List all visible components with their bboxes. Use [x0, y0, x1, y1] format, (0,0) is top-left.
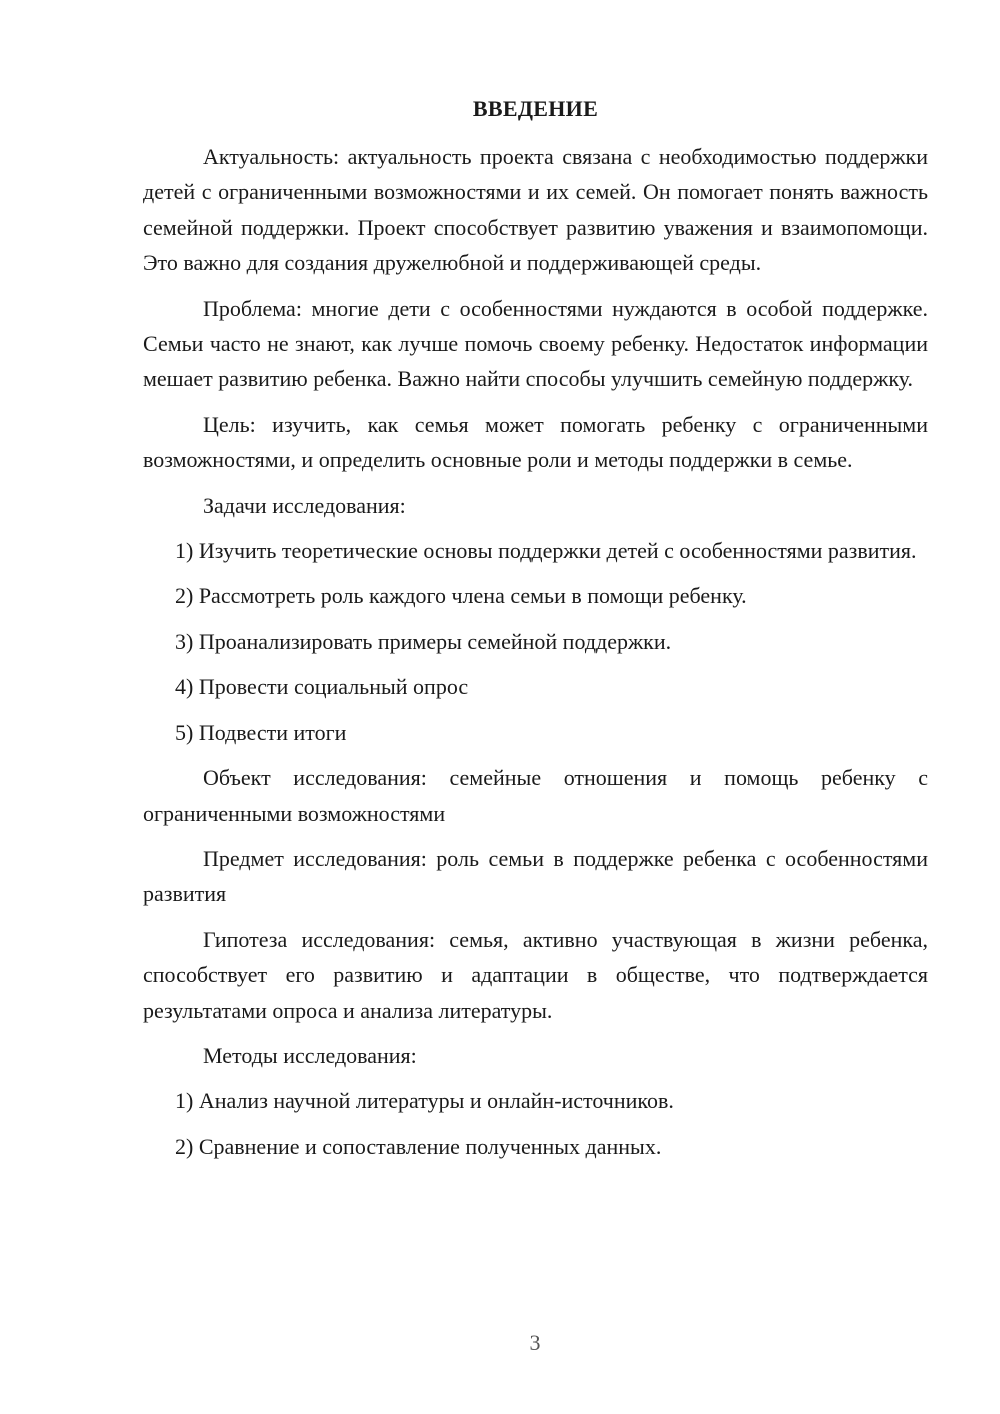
- methods-heading: Методы исследования:: [203, 1042, 417, 1068]
- subject-paragraph: Предмет исследования: роль семьи в поддержке ребенка с особенностями развития: [143, 845, 928, 907]
- object-paragraph: Объект исследования: семейные отношения и помощь ребенку с ограниченными возможностями: [143, 765, 928, 826]
- relevance-paragraph: Актуальность: актуальность проекта связана с необходимостью поддержки детей с ограниченными возможностями и их семей. Он помогает понять важность семейной поддержки. Проект способствует развитию уважения и взаимопомощи. Это важно для создания дружелюбной и поддерживающей среды.: [143, 144, 928, 276]
- list-item: 1) Анализ научной литературы и онлайн-источников.: [175, 1088, 674, 1114]
- goal-paragraph: Цель: изучить, как семья может помогать ребенку с ограниченными возможностями, и определить основные роли и методы поддержки в семье.: [143, 411, 928, 473]
- list-item: 2) Сравнение и сопоставление полученных данных.: [175, 1133, 662, 1159]
- list-item: 4) Провести социальный опрос: [175, 674, 469, 700]
- problem-paragraph: Проблема: многие дети с особенностями нуждаются в особой поддержке. Семьи часто не знают, как лучше помочь своему ребенку. Недостаток информации мешает развитию ребенка. Важно найти способы улучшить семейную поддержку.: [143, 295, 928, 392]
- page-content: [143, 92, 928, 1164]
- list-item: 3) Проанализировать примеры семейной поддержки.: [175, 628, 672, 654]
- section-title: ВВЕДЕНИЕ: [472, 96, 599, 121]
- hypothesis-paragraph: Гипотеза исследования: семья, активно участвующая в жизни ребенка, способствует его развитию и адаптации в обществе, что подтверждается результатами опроса и анализа литературы.: [143, 926, 928, 1023]
- list-item: 2) Рассмотреть роль каждого члена семьи в помощи ребенку.: [175, 583, 747, 609]
- list-item: 5) Подвести итоги: [175, 719, 347, 745]
- methods-list: [143, 1083, 928, 1164]
- page-number: 3: [529, 1330, 541, 1355]
- tasks-heading: Задачи исследования:: [203, 492, 406, 518]
- tasks-list: [143, 533, 928, 750]
- list-item: 1) Изучить теоретические основы поддержки детей с особенностями развития.: [175, 538, 917, 564]
